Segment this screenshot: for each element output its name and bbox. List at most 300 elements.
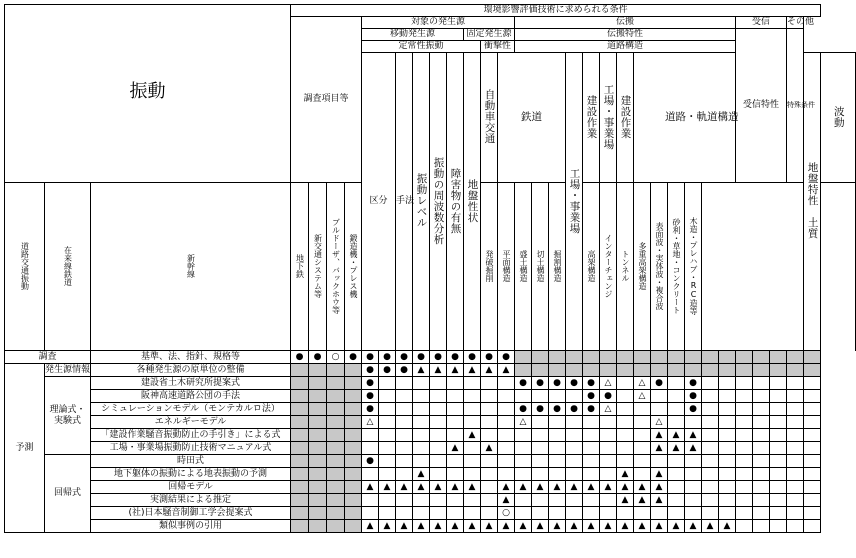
mark-cell: ● <box>396 364 413 377</box>
table-row <box>5 364 856 377</box>
mark-cell <box>566 416 583 429</box>
column-header-22 <box>821 53 856 183</box>
column-sublabel-12: 発破掘削 <box>485 249 495 282</box>
mark-cell <box>753 520 770 533</box>
column-subheader-11 <box>345 183 362 351</box>
mark-cell <box>309 403 327 416</box>
mark-cell <box>787 377 804 390</box>
mark-cell: ● <box>362 377 379 390</box>
mark-cell <box>498 390 515 403</box>
mark-cell <box>668 468 685 481</box>
mark-cell <box>549 416 566 429</box>
mark-cell <box>770 377 787 390</box>
conditions-header: 環境影響評価技術に求められる条件 <box>291 5 821 17</box>
mark-cell <box>753 351 770 364</box>
mark-cell <box>651 455 668 468</box>
column-subheader-10 <box>327 183 345 351</box>
column-sublabel-22: 表面波・実体波・複合波 <box>655 221 665 310</box>
vibration-assessment-table <box>4 4 856 533</box>
subcategory-theory <box>45 377 91 455</box>
mark-cell <box>309 520 327 533</box>
mark-cell <box>379 507 396 520</box>
column-subheader-15 <box>532 183 549 351</box>
mark-cell <box>515 351 532 364</box>
mark-cell <box>719 455 736 468</box>
mark-cell <box>651 403 668 416</box>
mark-cell <box>566 390 583 403</box>
mark-cell <box>787 455 804 468</box>
mark-cell <box>532 390 549 403</box>
mark-cell <box>702 403 719 416</box>
reception-header: 受信 <box>736 17 787 29</box>
method-name: 類似事例の引用 <box>91 520 291 533</box>
mark-cell: ▲ <box>413 481 430 494</box>
method-name: シミュレーションモデル（モンテカルロ法） <box>91 403 291 416</box>
mark-cell <box>464 455 481 468</box>
mark-cell <box>787 351 804 364</box>
mark-cell <box>753 390 770 403</box>
mark-cell <box>583 442 600 455</box>
mark-cell <box>566 455 583 468</box>
mark-cell: ▲ <box>532 520 549 533</box>
column-sublabel-6: 新幹線 <box>186 253 196 278</box>
mark-cell <box>309 390 327 403</box>
mark-cell <box>396 377 413 390</box>
mark-cell <box>566 494 583 507</box>
mark-cell <box>719 429 736 442</box>
column-subheader-19 <box>617 183 634 351</box>
mark-cell <box>804 520 821 533</box>
mark-cell <box>634 416 651 429</box>
column-subheader-18 <box>600 183 617 351</box>
mark-cell: ▲ <box>362 520 379 533</box>
method-name: 実測結果による推定 <box>91 494 291 507</box>
mark-cell: ▲ <box>600 481 617 494</box>
mark-cell: ● <box>362 390 379 403</box>
column-header-9 <box>566 53 583 351</box>
mark-cell <box>719 390 736 403</box>
mark-cell: ▲ <box>719 520 736 533</box>
mark-cell <box>549 390 566 403</box>
mark-cell <box>804 364 821 377</box>
method-name: 回帰モデル <box>91 481 291 494</box>
mark-cell <box>309 481 327 494</box>
mark-cell <box>617 351 634 364</box>
mark-cell <box>464 390 481 403</box>
mark-cell: ▲ <box>634 520 651 533</box>
mark-cell <box>327 442 345 455</box>
mark-cell: △ <box>634 377 651 390</box>
mark-cell <box>770 481 787 494</box>
mark-cell: ▲ <box>396 481 413 494</box>
mark-cell <box>617 442 634 455</box>
mark-cell <box>291 377 309 390</box>
mark-cell: ● <box>685 377 702 390</box>
mark-cell <box>617 403 634 416</box>
mark-cell <box>327 494 345 507</box>
mark-cell <box>804 468 821 481</box>
mark-cell <box>736 390 753 403</box>
mark-cell <box>634 351 651 364</box>
mark-cell <box>600 494 617 507</box>
column-subheader-14 <box>515 183 532 351</box>
mark-cell: ● <box>532 377 549 390</box>
mark-cell <box>481 494 498 507</box>
mark-cell: ▲ <box>379 481 396 494</box>
mark-cell <box>532 364 549 377</box>
mark-cell: ▲ <box>651 481 668 494</box>
column-sublabel-17: 高架構造 <box>587 249 597 282</box>
mark-cell <box>668 481 685 494</box>
mark-cell <box>515 390 532 403</box>
road-rail-structure-header <box>634 53 770 183</box>
method-name: (社)日本騒音制御工学会提案式 <box>91 507 291 520</box>
mark-cell <box>702 390 719 403</box>
mark-cell: ● <box>532 403 549 416</box>
column-sublabel-20: 多重高架構造 <box>638 241 648 290</box>
mark-cell <box>413 390 430 403</box>
column-sublabel-13: 平面構造 <box>502 249 512 282</box>
mark-cell <box>804 416 821 429</box>
column-subheader-4 <box>5 183 45 351</box>
mark-cell <box>532 442 549 455</box>
subcategory-regression: 回帰式 <box>45 455 91 533</box>
column-sublabel-28: 木造・プレハブ・RC造等 <box>689 216 699 315</box>
road-rail-structure-label: 道路・軌道構造 <box>665 111 739 123</box>
column-label-12: 建設作業 <box>619 94 632 139</box>
column-sublabel-11: 鍛造機・プレス機 <box>349 233 359 298</box>
mark-cell <box>770 403 787 416</box>
mark-cell <box>498 403 515 416</box>
mark-cell <box>345 520 362 533</box>
mark-cell <box>430 442 447 455</box>
mark-cell: ▲ <box>498 520 515 533</box>
mark-cell <box>770 455 787 468</box>
mark-cell: ▲ <box>685 442 702 455</box>
mark-cell: ▲ <box>668 429 685 442</box>
mark-cell: ● <box>430 351 447 364</box>
mark-cell <box>719 468 736 481</box>
mark-cell <box>327 416 345 429</box>
mark-cell <box>498 442 515 455</box>
table-row <box>5 377 856 390</box>
mark-cell <box>668 403 685 416</box>
mark-cell <box>566 429 583 442</box>
mark-cell <box>787 403 804 416</box>
method-name: 時田式 <box>91 455 291 468</box>
mark-cell <box>770 468 787 481</box>
mark-cell <box>702 416 719 429</box>
mark-cell: △ <box>515 416 532 429</box>
mark-cell <box>668 377 685 390</box>
mark-cell <box>481 429 498 442</box>
mark-cell <box>515 507 532 520</box>
mark-cell <box>413 377 430 390</box>
mark-cell <box>481 507 498 520</box>
mark-cell <box>464 507 481 520</box>
mark-cell: ▲ <box>396 520 413 533</box>
impulsive-header: 衝撃性 <box>481 41 515 53</box>
mark-cell <box>719 403 736 416</box>
mark-cell <box>345 364 362 377</box>
mark-cell <box>787 416 804 429</box>
mark-cell <box>345 442 362 455</box>
mark-cell <box>583 351 600 364</box>
mark-cell: ● <box>362 364 379 377</box>
mark-cell <box>291 416 309 429</box>
mark-cell: ▲ <box>685 520 702 533</box>
mark-cell <box>291 364 309 377</box>
column-sublabel-16: 掘割構造 <box>553 249 563 282</box>
column-subheader-7 <box>291 183 309 351</box>
mark-cell <box>753 416 770 429</box>
mark-cell: ▲ <box>515 481 532 494</box>
mark-cell <box>617 377 634 390</box>
mark-cell <box>634 442 651 455</box>
mark-cell <box>600 442 617 455</box>
mark-cell <box>634 468 651 481</box>
mark-cell <box>345 377 362 390</box>
mark-cell: ● <box>583 377 600 390</box>
table-row <box>5 507 856 520</box>
mark-cell: ▲ <box>447 520 464 533</box>
column-sublabel-19: トンネル <box>621 249 631 282</box>
propagation-header: 伝搬 <box>515 17 736 29</box>
subcategory-source-info: 発生源情報 <box>45 364 91 375</box>
column-label-11: 工場・事業場 <box>602 83 615 150</box>
mark-cell <box>532 468 549 481</box>
mark-cell: ● <box>309 351 327 364</box>
mark-cell <box>291 403 309 416</box>
mark-cell: ▲ <box>583 481 600 494</box>
column-subheader-17 <box>583 183 600 351</box>
mark-cell <box>600 455 617 468</box>
mark-cell <box>515 429 532 442</box>
mark-cell <box>464 377 481 390</box>
column-header-3 <box>464 53 481 351</box>
mark-cell <box>345 468 362 481</box>
mark-cell <box>413 429 430 442</box>
mark-cell <box>685 351 702 364</box>
mark-cell: ▲ <box>379 520 396 533</box>
method-name: 基準、法、指針、規格等 <box>91 351 291 364</box>
mark-cell: ▲ <box>464 520 481 533</box>
mark-cell: ● <box>651 377 668 390</box>
mark-cell: ▲ <box>702 520 719 533</box>
mark-cell: ▲ <box>617 520 634 533</box>
mark-cell <box>515 442 532 455</box>
mark-cell: ▲ <box>447 481 464 494</box>
mark-cell <box>430 416 447 429</box>
mark-cell <box>770 520 787 533</box>
mark-cell <box>770 442 787 455</box>
mark-cell <box>345 416 362 429</box>
mark-cell <box>327 481 345 494</box>
railway-label: 鉄道 <box>521 111 543 123</box>
mark-cell: ○ <box>327 351 345 364</box>
mark-cell <box>396 468 413 481</box>
mark-cell <box>617 507 634 520</box>
mark-cell <box>753 364 770 377</box>
table-title-cell <box>5 5 291 183</box>
mark-cell: ● <box>464 351 481 364</box>
mark-cell <box>413 442 430 455</box>
mark-cell <box>464 468 481 481</box>
mark-cell <box>804 442 821 455</box>
mark-cell <box>600 351 617 364</box>
mark-cell <box>651 351 668 364</box>
mark-cell: ▲ <box>430 364 447 377</box>
mark-cell: ▲ <box>634 481 651 494</box>
column-sublabel-15: 切土構造 <box>536 249 546 282</box>
mark-cell <box>787 507 804 520</box>
mark-cell <box>327 429 345 442</box>
mark-cell <box>719 351 736 364</box>
mark-cell: ● <box>396 351 413 364</box>
mark-cell: △ <box>600 377 617 390</box>
column-label-21: 地盤特性 土質 <box>806 162 819 239</box>
mark-cell: ▲ <box>549 520 566 533</box>
column-subheader-13 <box>498 183 515 351</box>
column-label-9: 工場・事業場 <box>568 167 581 234</box>
mark-cell <box>787 481 804 494</box>
mark-cell <box>396 507 413 520</box>
mark-cell <box>651 507 668 520</box>
mark-cell: ▲ <box>362 481 379 494</box>
mark-cell <box>447 455 464 468</box>
mark-cell <box>481 455 498 468</box>
column-sublabel-10: ブルドーザ、バックホウ等 <box>331 217 341 314</box>
mark-cell: ● <box>600 390 617 403</box>
mark-cell <box>379 403 396 416</box>
column-header-12 <box>617 53 634 183</box>
mark-cell <box>413 403 430 416</box>
mark-cell <box>447 507 464 520</box>
mark-cell <box>464 494 481 507</box>
mark-cell: ▲ <box>685 429 702 442</box>
mark-cell <box>634 429 651 442</box>
mark-cell: ▲ <box>481 520 498 533</box>
mark-cell <box>309 507 327 520</box>
mark-cell <box>651 390 668 403</box>
method-name: 「建設作業騒音振動防止の手引き」による式 <box>91 429 291 442</box>
mark-cell <box>309 455 327 468</box>
mark-cell <box>685 455 702 468</box>
mark-cell: ▲ <box>447 364 464 377</box>
kubun-header: 区分 <box>362 53 396 351</box>
mark-cell <box>736 442 753 455</box>
mark-cell: ● <box>447 351 464 364</box>
column-label-22: 波動 <box>832 105 845 128</box>
mark-cell <box>532 351 549 364</box>
mark-cell <box>498 429 515 442</box>
table-row <box>5 468 856 481</box>
mark-cell <box>770 429 787 442</box>
mark-cell <box>770 507 787 520</box>
mark-cell: ▲ <box>430 520 447 533</box>
mark-cell: ▲ <box>464 481 481 494</box>
mark-cell <box>291 442 309 455</box>
mark-cell <box>804 377 821 390</box>
column-header-1 <box>430 53 447 351</box>
mark-cell: ● <box>379 351 396 364</box>
mark-cell <box>362 429 379 442</box>
mark-cell <box>327 455 345 468</box>
mark-cell <box>736 520 753 533</box>
mark-cell <box>464 403 481 416</box>
mark-cell <box>600 416 617 429</box>
mark-cell <box>396 429 413 442</box>
fixed-source-header: 固定発生源 <box>464 29 515 41</box>
table-row <box>5 429 856 442</box>
method-name: 阪神高速道路公団の手法 <box>91 390 291 403</box>
mark-cell: ● <box>583 403 600 416</box>
mark-cell <box>566 468 583 481</box>
method-name: エネルギーモデル <box>91 416 291 429</box>
mark-cell <box>804 507 821 520</box>
mark-cell <box>600 364 617 377</box>
column-subheader-8 <box>309 183 327 351</box>
mark-cell: ▲ <box>566 520 583 533</box>
mark-cell <box>532 455 549 468</box>
method-name: 工場・事業場振動防止技術マニュアル式 <box>91 442 291 455</box>
mark-cell <box>770 364 787 377</box>
mark-cell <box>291 429 309 442</box>
mark-cell <box>481 481 498 494</box>
mark-cell <box>379 429 396 442</box>
mark-cell <box>498 468 515 481</box>
mark-cell: ▲ <box>566 481 583 494</box>
column-label-4: 自動車交通 <box>483 89 496 144</box>
mark-cell <box>583 455 600 468</box>
column-subheader-28 <box>685 183 702 351</box>
mark-cell <box>736 429 753 442</box>
mark-cell <box>309 442 327 455</box>
mark-cell <box>804 390 821 403</box>
mark-cell <box>753 455 770 468</box>
mark-cell <box>719 481 736 494</box>
column-label-2: 障害物の有無 <box>449 167 462 234</box>
mark-cell: ● <box>291 351 309 364</box>
mark-cell <box>634 364 651 377</box>
mark-cell <box>498 377 515 390</box>
mark-cell <box>719 364 736 377</box>
mark-cell <box>787 494 804 507</box>
mark-cell <box>753 429 770 442</box>
mark-cell <box>549 455 566 468</box>
mark-cell <box>617 390 634 403</box>
mark-cell <box>345 429 362 442</box>
mark-cell <box>736 403 753 416</box>
mark-cell <box>327 377 345 390</box>
mark-cell <box>736 377 753 390</box>
mark-cell <box>804 429 821 442</box>
mark-cell <box>464 442 481 455</box>
mark-cell: ▲ <box>549 481 566 494</box>
mark-cell <box>481 390 498 403</box>
mark-cell <box>668 455 685 468</box>
mark-cell <box>430 390 447 403</box>
mark-cell <box>634 507 651 520</box>
mark-cell <box>719 494 736 507</box>
mark-cell: ● <box>362 351 379 364</box>
mark-cell <box>804 351 821 364</box>
mark-cell <box>583 416 600 429</box>
mark-cell <box>464 416 481 429</box>
mark-cell <box>736 468 753 481</box>
column-label-0: 振動レベル <box>415 173 428 228</box>
mark-cell <box>447 377 464 390</box>
